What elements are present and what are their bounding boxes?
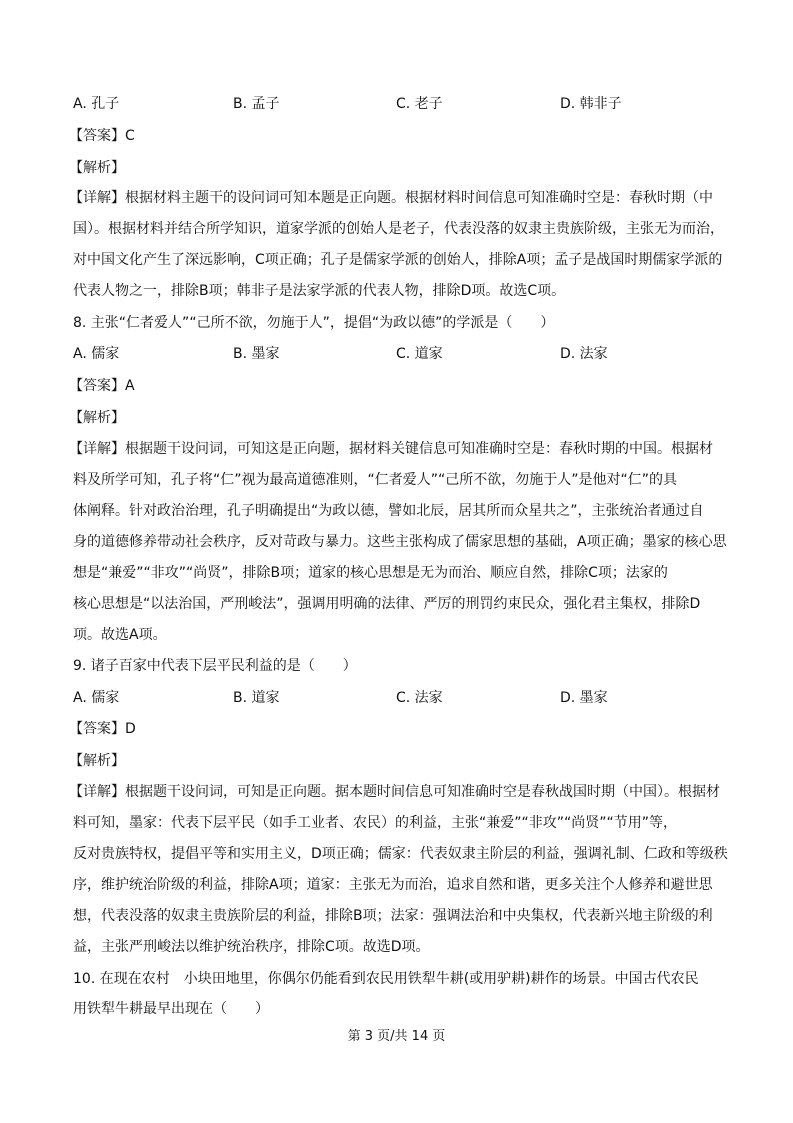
q8-analysis-label: 【解析】	[69, 410, 125, 426]
q9-detail-line: 【详解】根据题干设问词，可知是正向题。据本题时间信息可知准确时空是春秋战国时期（中国）。根据材	[69, 784, 720, 800]
q9-stem: 9. 诸子百家中代表下层平民利益的是（ ）	[73, 658, 357, 674]
q9-option-a: A. 儒家	[73, 690, 120, 706]
page-footer: 第 3 页/共 14 页	[347, 1029, 446, 1044]
q8-option-b: B. 墨家	[233, 346, 280, 362]
q9-detail-line: 料可知，墨家：代表下层平民（如手工业者、农民）的利益，主张“兼爱”“非攻”“尚贤”“节用”等，	[73, 815, 678, 831]
q7-option-c: C. 老子	[396, 96, 443, 112]
q9-detail-line: 想，代表没落的奴隶主贵族阶层的利益，排除B项；法家：强调法治和中央集权，代表新兴地主阶级的利	[73, 908, 713, 924]
q9-option-b: B. 道家	[233, 690, 280, 706]
q8-detail-line: 体阐释。针对政治治理，孔子明确提出“为政以德，譬如北辰，居其所而众星共之”，主张统治者通过自	[73, 503, 704, 519]
q10-stem-line: 用铁犁牛耕最早出现在（ ）	[73, 1001, 269, 1017]
q8-detail-line: 身的道德修养带动社会秩序，反对苛政与暴力。这些主张构成了儒家思想的基础，A项正确；墨家的核心思	[73, 534, 727, 550]
q8-option-c: C. 道家	[396, 346, 443, 362]
q8-detail-line: 项。故选A项。	[73, 627, 167, 643]
q9-answer: 【答案】D	[69, 721, 136, 737]
q8-detail-line: 料及所学可知，孔子将“仁”视为最高道德准则，“仁者爱人”“己所不欲，勿施于人”是他对“仁”的具	[73, 472, 678, 488]
q7-option-b: B. 孟子	[233, 96, 280, 112]
q9-option-d: D. 墨家	[560, 690, 608, 706]
q7-detail-line: 国）。根据材料并结合所学知识，道家学派的创始人是老子，代表没落的奴隶主贵族阶级，主张无为而治，	[73, 221, 724, 237]
q9-detail-line: 益，主张严刑峻法以维护统治秩序，排除C项。故选D项。	[73, 939, 430, 955]
q7-option-d: D. 韩非子	[560, 96, 622, 112]
q7-analysis-label: 【解析】	[69, 160, 125, 176]
q8-option-d: D. 法家	[560, 346, 608, 362]
q7-detail-line: 代表人物之一，排除B项；韩非子是法家学派的代表人物，排除D项。故选C项。	[73, 283, 566, 299]
q10-stem-line: 10. 在现在农村 小块田地里，你偶尔仍能看到农民用铁犁牛耕(或用驴耕)耕作的场景。中国古代农民	[73, 971, 699, 987]
q8-stem: 8. 主张“仁者爱人”“己所不欲，勿施于人”，提倡“为政以德”的学派是（ ）	[73, 315, 555, 331]
q9-option-c: C. 法家	[396, 690, 443, 706]
q9-detail-line: 序，维护统治阶级的利益，排除A项；道家：主张无为而治，追求自然和谐，更多关注个人修养和避世思	[73, 877, 713, 893]
q9-analysis-label: 【解析】	[69, 753, 125, 769]
q8-detail-line: 想是“兼爱”“非攻”“尚贤”，排除B项；道家的核心思想是无为而治、顺应自然，排除C项；法家的	[73, 565, 668, 581]
q7-detail-line: 对中国文化产生了深远影响，C项正确；孔子是儒家学派的创始人，排除A项；孟子是战国时期儒家学派的	[73, 252, 723, 268]
q7-detail-line: 【详解】根据材料主题干的设问词可知本题是正向题。根据材料时间信息可知准确时空是：春秋时期（中	[69, 190, 713, 206]
q8-answer: 【答案】A	[69, 378, 135, 394]
q7-option-a: A. 孔子	[73, 96, 120, 112]
q7-answer: 【答案】C	[69, 128, 135, 144]
q8-detail-line: 核心思想是“以法治国，严刑峻法”，强调用明确的法律、严厉的刑罚约束民众，强化君主集权，排除D	[73, 596, 701, 612]
q8-option-a: A. 儒家	[73, 346, 120, 362]
q8-detail-line: 【详解】根据题干设问词，可知这是正向题，据材料关键信息可知准确时空是：春秋时期的中国。根据材	[69, 441, 713, 457]
q9-detail-line: 反对贵族特权，提倡平等和实用主义，D项正确；儒家：代表奴隶主阶层的利益，强调礼制、仁政和等级秩	[73, 846, 728, 862]
